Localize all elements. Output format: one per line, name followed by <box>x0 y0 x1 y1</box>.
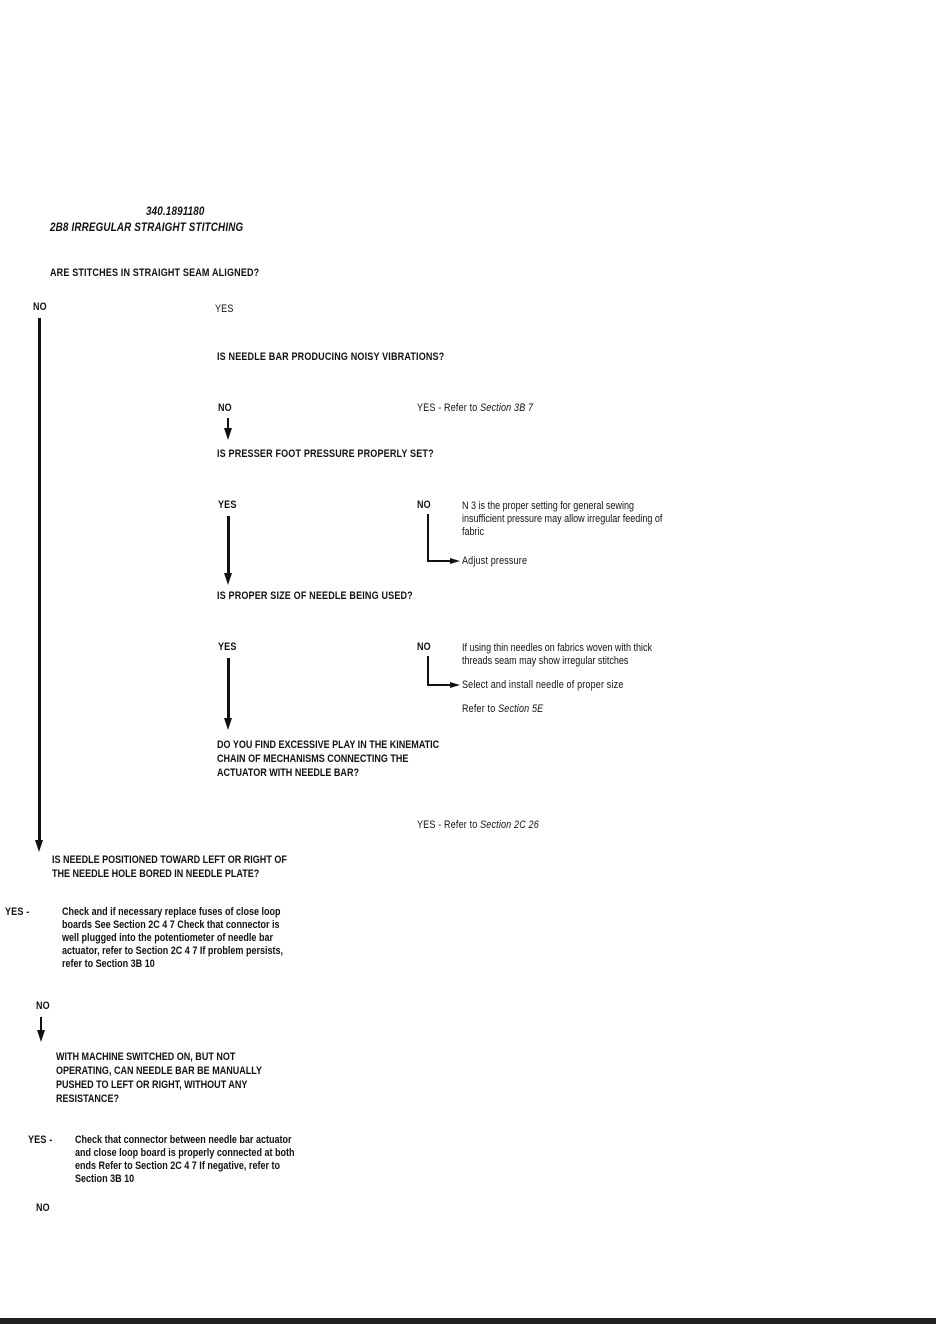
answer-no: NO <box>218 402 232 414</box>
flow-line <box>427 560 451 562</box>
note-line: insufficient pressure may allow irregular feeding of <box>462 513 663 525</box>
main-flow-arrow <box>35 840 43 852</box>
flow-line <box>227 658 230 721</box>
section-title: 2B8 IRREGULAR STRAIGHT STITCHING <box>50 220 244 234</box>
answer-no: NO <box>36 1000 50 1012</box>
flow-line <box>227 516 230 576</box>
answer-yes: YES <box>215 303 234 315</box>
action-line: Section 3B 10 <box>75 1173 135 1185</box>
question-line: WITH MACHINE SWITCHED ON, BUT NOT <box>56 1051 236 1063</box>
action-line: well plugged into the potentiometer of needle bar <box>62 932 273 944</box>
needle-size-note <box>462 642 652 668</box>
flow-arrow <box>450 682 460 688</box>
answer-yes-refer <box>417 819 539 831</box>
answer-no-main: NO <box>33 301 47 313</box>
note-line: fabric <box>462 526 485 538</box>
action-line: and close loop board is properly connected at both <box>75 1147 295 1159</box>
answer-yes-refer <box>417 402 533 414</box>
question-needle-position <box>52 853 287 881</box>
note-line: N 3 is the proper setting for general sewing <box>462 500 634 512</box>
question-noisy-vibrations: IS NEEDLE BAR PRODUCING NOISY VIBRATIONS? <box>217 351 445 363</box>
answer-no: NO <box>417 641 431 653</box>
needle-position-action <box>62 906 283 971</box>
question-line: PUSHED TO LEFT OR RIGHT, WITHOUT ANY <box>56 1079 248 1091</box>
section-reference: Section 3B 7 <box>480 402 534 414</box>
document-number: 340.1891180 <box>146 204 205 218</box>
section-reference: Section 2C 26 <box>480 819 539 831</box>
question-line: ACTUATOR WITH NEEDLE BAR? <box>217 767 359 779</box>
needle-reference <box>462 703 543 715</box>
main-flow-line <box>38 318 41 843</box>
question-line: OPERATING, CAN NEEDLE BAR BE MANUALLY <box>56 1065 262 1077</box>
note-line: threads seam may show irregular stitches <box>462 655 629 667</box>
answer-yes-label: YES - <box>28 1134 53 1146</box>
question-line: CHAIN OF MECHANISMS CONNECTING THE <box>217 753 409 765</box>
flow-arrow <box>224 718 232 730</box>
page-bottom-border <box>0 1318 936 1324</box>
needle-bar-push-action <box>75 1134 295 1186</box>
question-line: IS NEEDLE POSITIONED TOWARD LEFT OR RIGHT OF <box>52 854 287 866</box>
note-line: If using thin needles on fabrics woven with thick <box>462 642 653 654</box>
flow-arrow <box>224 573 232 585</box>
action-line: actuator, refer to Section 2C 4 7 If problem persists, <box>62 945 284 957</box>
action-line: Check and if necessary replace fuses of close loop <box>62 906 281 918</box>
action-adjust-pressure: Adjust pressure <box>462 555 528 567</box>
action-line: boards See Section 2C 4 7 Check that connector is <box>62 919 280 931</box>
action-select-needle: Select and install needle of proper size <box>462 679 624 691</box>
yes-refer-label: YES - Refer to <box>417 402 478 414</box>
flow-arrow <box>450 558 460 564</box>
refer-label: Refer to <box>462 703 496 715</box>
question-needle-size: IS PROPER SIZE OF NEEDLE BEING USED? <box>217 590 413 602</box>
answer-no: NO <box>417 499 431 511</box>
section-reference: Section 5E <box>498 703 544 715</box>
flow-arrow <box>37 1030 45 1042</box>
answer-no: NO <box>36 1202 50 1214</box>
question-kinematic-chain <box>217 738 439 780</box>
question-line: DO YOU FIND EXCESSIVE PLAY IN THE KINEMATIC <box>217 739 440 751</box>
answer-yes-label: YES - <box>5 906 30 918</box>
flow-line <box>427 684 451 686</box>
question-needle-bar-push <box>56 1050 262 1106</box>
action-line: refer to Section 3B 10 <box>62 958 155 970</box>
question-stitches-aligned: ARE STITCHES IN STRAIGHT SEAM ALIGNED? <box>50 267 260 279</box>
question-presser-foot: IS PRESSER FOOT PRESSURE PROPERLY SET? <box>217 448 434 460</box>
action-line: Check that connector between needle bar actuator <box>75 1134 292 1146</box>
answer-yes: YES <box>218 641 237 653</box>
question-line: THE NEEDLE HOLE BORED IN NEEDLE PLATE? <box>52 868 260 880</box>
flow-line <box>427 514 429 562</box>
action-line: ends Refer to Section 2C 4 7 If negative, refer to <box>75 1160 281 1172</box>
answer-yes: YES <box>218 499 237 511</box>
flow-arrow <box>224 428 232 440</box>
yes-refer-label: YES - Refer to <box>417 819 478 831</box>
flow-line <box>427 656 429 686</box>
question-line: RESISTANCE? <box>56 1093 119 1105</box>
presser-foot-note <box>462 500 662 539</box>
